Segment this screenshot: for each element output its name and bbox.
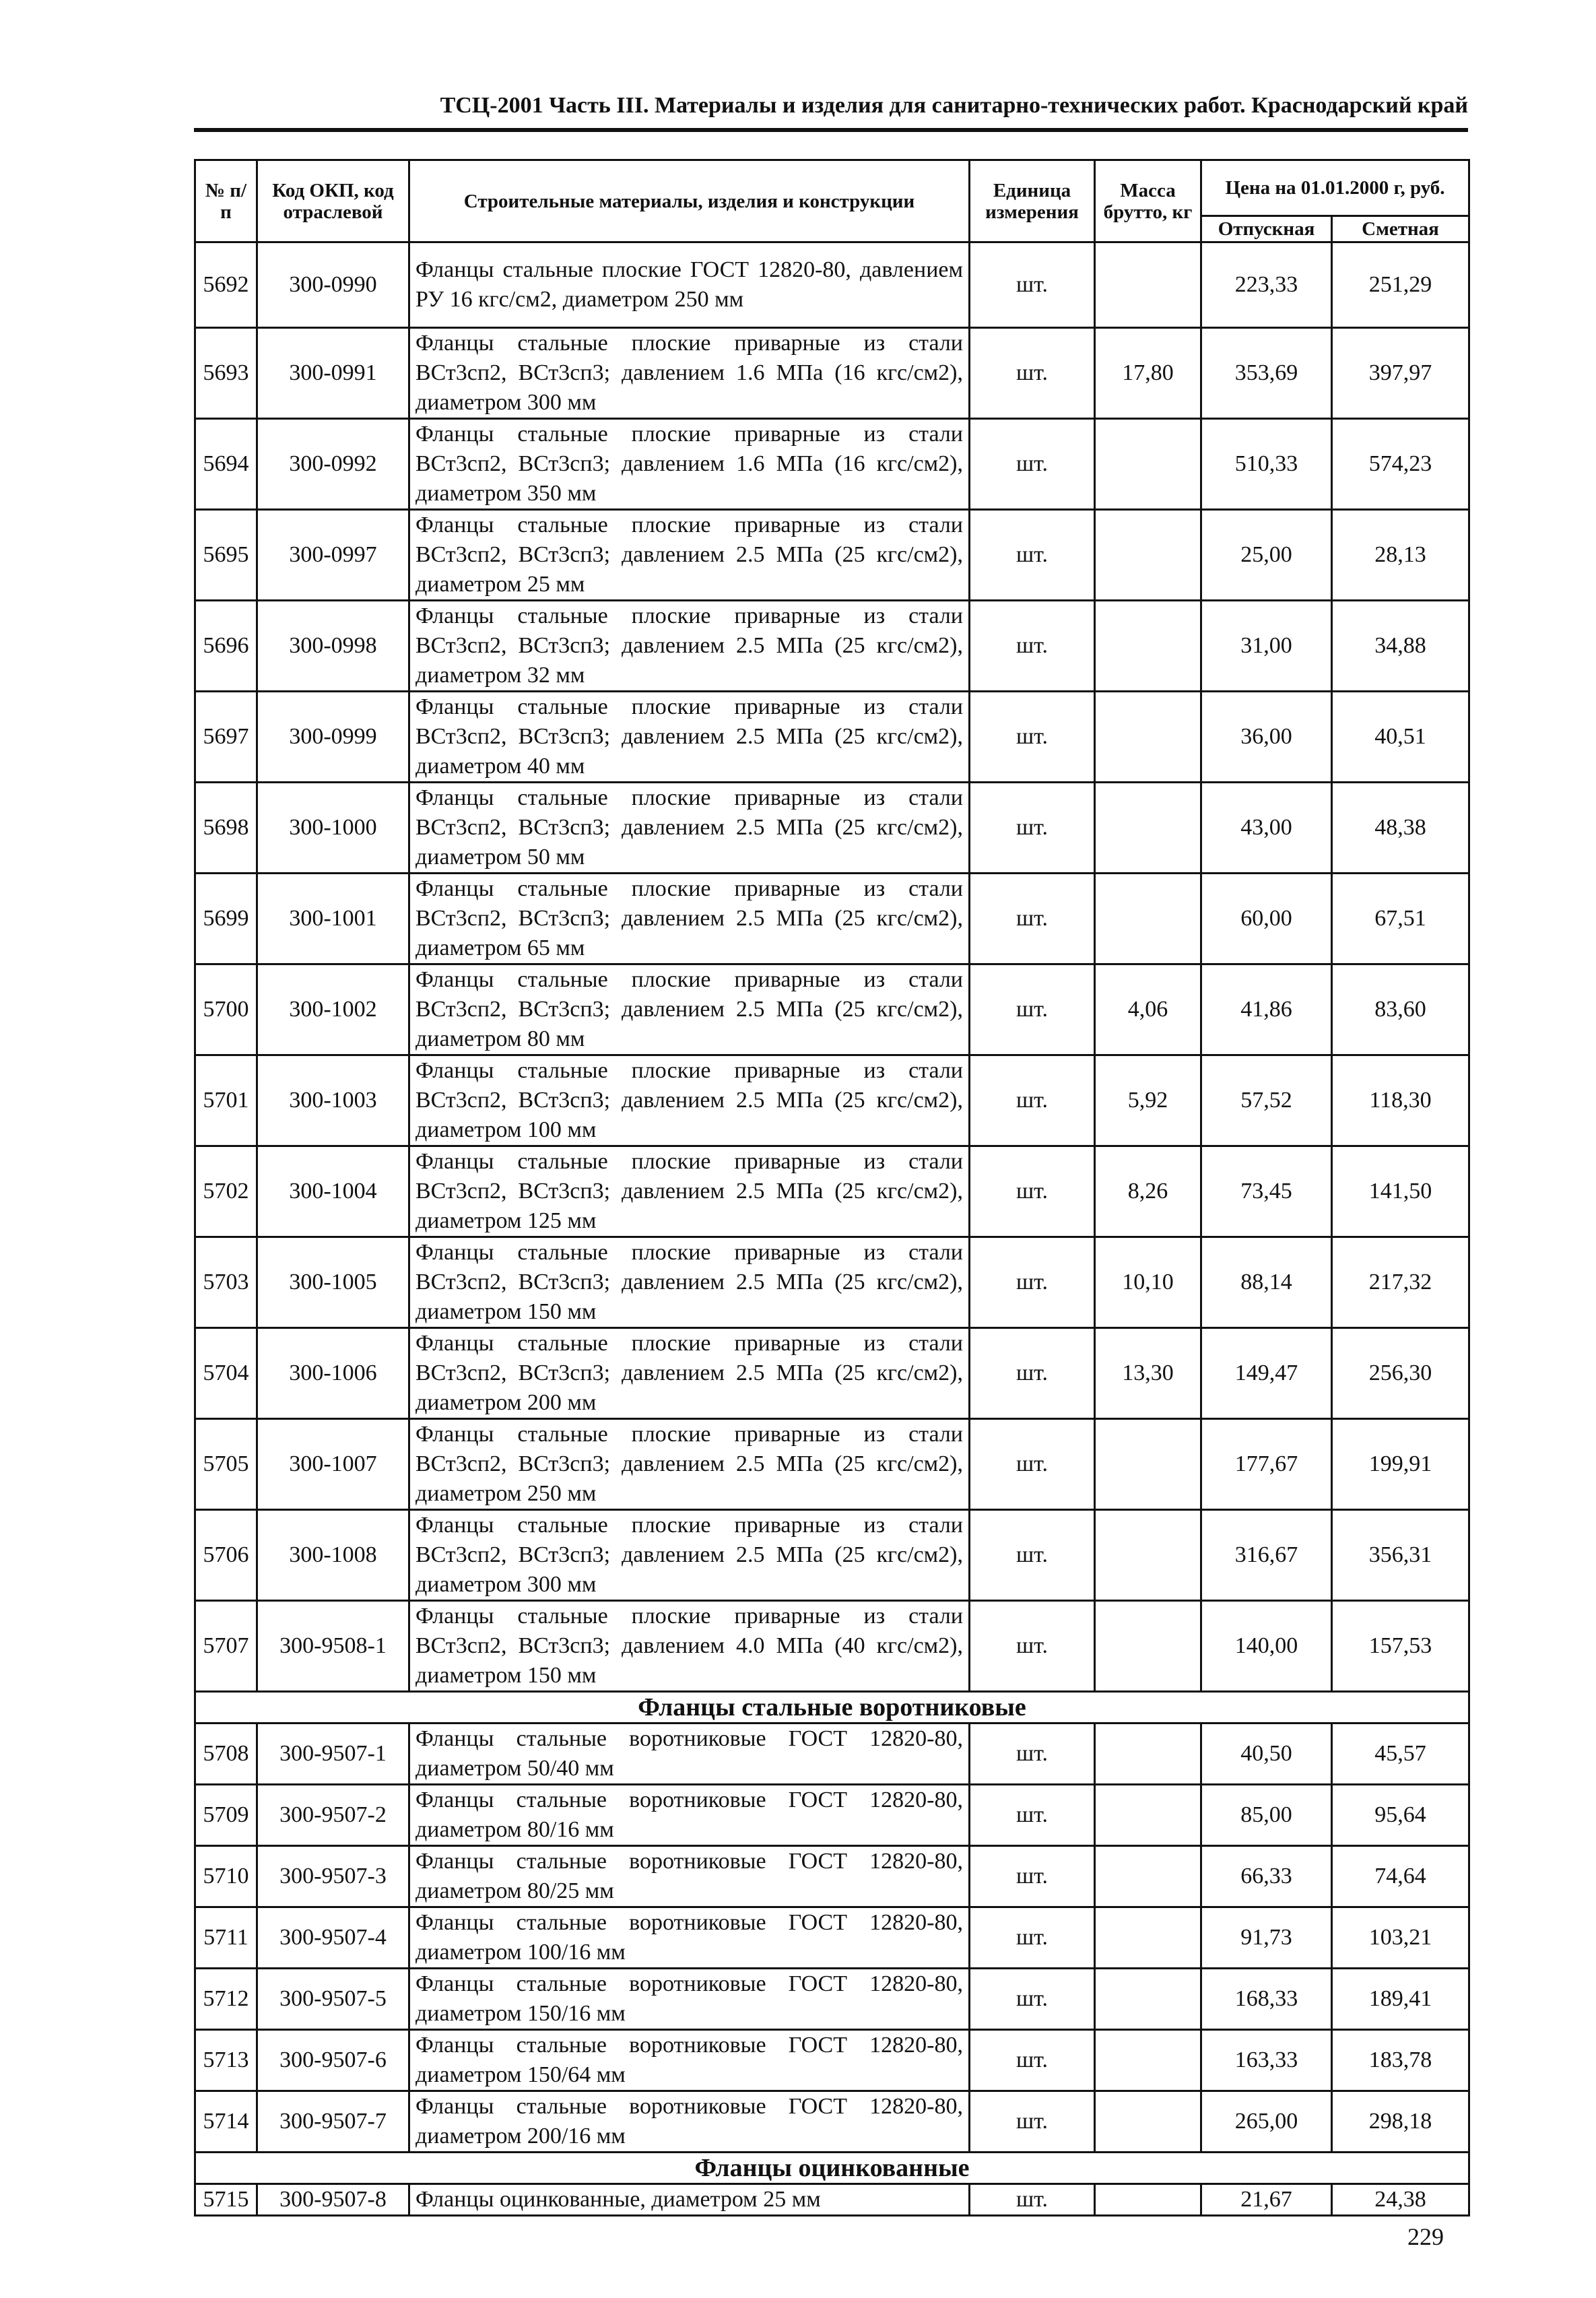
material-name: Фланцы стальные плоские приварные из стали ВСт3сп2, ВСт3сп3; давлением 2.5 МПа (25 кгс/см2), диаметром 125 мм: [409, 1146, 970, 1237]
release-price: 25,00: [1201, 510, 1332, 601]
release-price: 85,00: [1201, 1785, 1332, 1846]
gross-mass: [1095, 692, 1201, 783]
release-price: 91,73: [1201, 1907, 1332, 1969]
row-number: 5715: [195, 2184, 257, 2216]
estimate-price: 83,60: [1332, 964, 1469, 1055]
gross-mass: [1095, 1969, 1201, 2030]
table-row: [195, 1328, 1469, 1419]
header-rule: [194, 128, 1468, 132]
row-number: 5698: [195, 783, 257, 874]
release-price: 57,52: [1201, 1055, 1332, 1146]
rows-collar-flanges: [195, 1724, 1469, 2153]
col-header-unit: Единица измерения: [970, 160, 1095, 242]
unit: шт.: [970, 242, 1095, 328]
material-name: Фланцы стальные плоские приварные из стали ВСт3сп2, ВСт3сп3; давлением 2.5 МПа (25 кгс/см2), диаметром 300 мм: [409, 1510, 970, 1601]
material-name: Фланцы стальные воротниковые ГОСТ 12820-80, диаметром 100/16 мм: [409, 1907, 970, 1969]
estimate-price: 95,64: [1332, 1785, 1469, 1846]
estimate-price: 28,13: [1332, 510, 1469, 601]
table-row: [195, 1969, 1469, 2030]
material-name: Фланцы стальные плоские приварные из стали ВСт3сп2, ВСт3сп3; давлением 2.5 МПа (25 кгс/см2), диаметром 250 мм: [409, 1419, 970, 1510]
table-row: [195, 964, 1469, 1055]
gross-mass: [1095, 601, 1201, 692]
row-number: 5705: [195, 1419, 257, 1510]
gross-mass: [1095, 1419, 1201, 1510]
okp-code: 300-9507-3: [257, 1846, 409, 1907]
unit: шт.: [970, 1237, 1095, 1328]
table-row: [195, 1846, 1469, 1907]
rows-plain-flanges: [195, 242, 1469, 1692]
table-row: [195, 783, 1469, 874]
okp-code: 300-1003: [257, 1055, 409, 1146]
okp-code: 300-1000: [257, 783, 409, 874]
release-price: 140,00: [1201, 1601, 1332, 1692]
unit: шт.: [970, 1969, 1095, 2030]
release-price: 223,33: [1201, 242, 1332, 328]
estimate-price: 74,64: [1332, 1846, 1469, 1907]
release-price: 66,33: [1201, 1846, 1332, 1907]
okp-code: 300-0992: [257, 419, 409, 510]
section-title-collar: Фланцы стальные воротниковые: [195, 1692, 1469, 1724]
col-header-estimate: Сметная: [1332, 216, 1469, 242]
release-price: 60,00: [1201, 874, 1332, 964]
unit: шт.: [970, 1510, 1095, 1601]
table-row: [195, 1419, 1469, 1510]
material-name: Фланцы стальные плоские приварные из стали ВСт3сп2, ВСт3сп3; давлением 1.6 МПа (16 кгс/см2), диаметром 350 мм: [409, 419, 970, 510]
okp-code: 300-1001: [257, 874, 409, 964]
col-header-code: Код ОКП, код отраслевой: [257, 160, 409, 242]
estimate-price: 67,51: [1332, 874, 1469, 964]
row-number: 5701: [195, 1055, 257, 1146]
estimate-price: 157,53: [1332, 1601, 1469, 1692]
okp-code: 300-9508-1: [257, 1601, 409, 1692]
gross-mass: [1095, 242, 1201, 328]
release-price: 73,45: [1201, 1146, 1332, 1237]
estimate-price: 183,78: [1332, 2030, 1469, 2091]
row-number: 5694: [195, 419, 257, 510]
row-number: 5707: [195, 1601, 257, 1692]
material-name: Фланцы стальные плоские приварные из стали ВСт3сп2, ВСт3сп3; давлением 2.5 МПа (25 кгс/см2), диаметром 40 мм: [409, 692, 970, 783]
table-row: [195, 601, 1469, 692]
okp-code: 300-0997: [257, 510, 409, 601]
page-number: 229: [1407, 2223, 1444, 2250]
row-number: 5712: [195, 1969, 257, 2030]
gross-mass: [1095, 1907, 1201, 1969]
okp-code: 300-9507-8: [257, 2184, 409, 2216]
gross-mass: 4,06: [1095, 964, 1201, 1055]
release-price: 168,33: [1201, 1969, 1332, 2030]
estimate-price: 45,57: [1332, 1724, 1469, 1785]
table-row: [195, 510, 1469, 601]
col-header-mass: Масса брутто, кг: [1095, 160, 1201, 242]
estimate-price: 40,51: [1332, 692, 1469, 783]
material-name: Фланцы стальные плоские приварные из стали ВСт3сп2, ВСт3сп3; давлением 2.5 МПа (25 кгс/см2), диаметром 200 мм: [409, 1328, 970, 1419]
row-number: 5709: [195, 1785, 257, 1846]
okp-code: 300-1008: [257, 1510, 409, 1601]
unit: шт.: [970, 601, 1095, 692]
release-price: 149,47: [1201, 1328, 1332, 1419]
row-number: 5710: [195, 1846, 257, 1907]
gross-mass: 17,80: [1095, 328, 1201, 419]
unit: шт.: [970, 874, 1095, 964]
gross-mass: 5,92: [1095, 1055, 1201, 1146]
unit: шт.: [970, 1785, 1095, 1846]
unit: шт.: [970, 1419, 1095, 1510]
table-row: [195, 1601, 1469, 1692]
estimate-price: 356,31: [1332, 1510, 1469, 1601]
estimate-price: 397,97: [1332, 328, 1469, 419]
estimate-price: 48,38: [1332, 783, 1469, 874]
row-number: 5703: [195, 1237, 257, 1328]
gross-mass: [1095, 1846, 1201, 1907]
gross-mass: [1095, 874, 1201, 964]
table-row: [195, 692, 1469, 783]
gross-mass: [1095, 1724, 1201, 1785]
col-header-release: Отпускная: [1201, 216, 1332, 242]
gross-mass: [1095, 1785, 1201, 1846]
page-header: ТСЦ-2001 Часть III. Материалы и изделия для санитарно-технических работ. Краснодарский край: [440, 93, 1468, 118]
row-number: 5700: [195, 964, 257, 1055]
material-name: Фланцы стальные воротниковые ГОСТ 12820-80, диаметром 80/16 мм: [409, 1785, 970, 1846]
unit: шт.: [970, 1907, 1095, 1969]
unit: шт.: [970, 510, 1095, 601]
table-row: [195, 1724, 1469, 1785]
row-number: 5699: [195, 874, 257, 964]
unit: шт.: [970, 328, 1095, 419]
unit: шт.: [970, 2091, 1095, 2153]
table-row: [195, 2091, 1469, 2153]
okp-code: 300-9507-1: [257, 1724, 409, 1785]
material-name: Фланцы стальные плоские приварные из стали ВСт3сп2, ВСт3сп3; давлением 2.5 МПа (25 кгс/см2), диаметром 80 мм: [409, 964, 970, 1055]
unit: шт.: [970, 1601, 1095, 1692]
estimate-price: 103,21: [1332, 1907, 1469, 1969]
gross-mass: [1095, 2184, 1201, 2216]
release-price: 43,00: [1201, 783, 1332, 874]
section-title-galvanized: Фланцы оцинкованные: [195, 2153, 1469, 2184]
unit: шт.: [970, 2184, 1095, 2216]
estimate-price: 251,29: [1332, 242, 1469, 328]
material-name: Фланцы стальные плоские приварные из стали ВСт3сп2, ВСт3сп3; давлением 2.5 МПа (25 кгс/см2), диаметром 25 мм: [409, 510, 970, 601]
unit: шт.: [970, 692, 1095, 783]
unit: шт.: [970, 419, 1095, 510]
gross-mass: [1095, 2091, 1201, 2153]
table-row: [195, 328, 1469, 419]
release-price: 510,33: [1201, 419, 1332, 510]
okp-code: 300-9507-5: [257, 1969, 409, 2030]
table-row: [195, 1785, 1469, 1846]
row-number: 5704: [195, 1328, 257, 1419]
material-name: Фланцы стальные воротниковые ГОСТ 12820-80, диаметром 80/25 мм: [409, 1846, 970, 1907]
okp-code: 300-0998: [257, 601, 409, 692]
estimate-price: 141,50: [1332, 1146, 1469, 1237]
release-price: 163,33: [1201, 2030, 1332, 2091]
release-price: 88,14: [1201, 1237, 1332, 1328]
unit: шт.: [970, 964, 1095, 1055]
unit: шт.: [970, 783, 1095, 874]
release-price: 177,67: [1201, 1419, 1332, 1510]
gross-mass: [1095, 2030, 1201, 2091]
material-name: Фланцы стальные воротниковые ГОСТ 12820-80, диаметром 200/16 мм: [409, 2091, 970, 2153]
gross-mass: 8,26: [1095, 1146, 1201, 1237]
release-price: 40,50: [1201, 1724, 1332, 1785]
okp-code: 300-9507-2: [257, 1785, 409, 1846]
table-row: [195, 242, 1469, 328]
table-row: [195, 1907, 1469, 1969]
estimate-price: 217,32: [1332, 1237, 1469, 1328]
row-number: 5713: [195, 2030, 257, 2091]
table-row: [195, 2030, 1469, 2091]
material-name: Фланцы стальные плоские приварные из стали ВСт3сп2, ВСт3сп3; давлением 2.5 МПа (25 кгс/см2), диаметром 50 мм: [409, 783, 970, 874]
rows-galvanized-flanges: [195, 2184, 1469, 2216]
estimate-price: 199,91: [1332, 1419, 1469, 1510]
release-price: 353,69: [1201, 328, 1332, 419]
okp-code: 300-0990: [257, 242, 409, 328]
material-name: Фланцы стальные воротниковые ГОСТ 12820-80, диаметром 50/40 мм: [409, 1724, 970, 1785]
okp-code: 300-9507-4: [257, 1907, 409, 1969]
row-number: 5693: [195, 328, 257, 419]
row-number: 5695: [195, 510, 257, 601]
material-name: Фланцы стальные плоские приварные из стали ВСт3сп2, ВСт3сп3; давлением 4.0 МПа (40 кгс/см2), диаметром 150 мм: [409, 1601, 970, 1692]
row-number: 5708: [195, 1724, 257, 1785]
estimate-price: 118,30: [1332, 1055, 1469, 1146]
material-name: Фланцы стальные плоские приварные из стали ВСт3сп2, ВСт3сп3; давлением 2.5 МПа (25 кгс/см2), диаметром 100 мм: [409, 1055, 970, 1146]
unit: шт.: [970, 2030, 1095, 2091]
okp-code: 300-1007: [257, 1419, 409, 1510]
release-price: 21,67: [1201, 2184, 1332, 2216]
okp-code: 300-1006: [257, 1328, 409, 1419]
unit: шт.: [970, 1055, 1095, 1146]
unit: шт.: [970, 1328, 1095, 1419]
material-name: Фланцы стальные плоские приварные из стали ВСт3сп2, ВСт3сп3; давлением 1.6 МПа (16 кгс/см2), диаметром 300 мм: [409, 328, 970, 419]
row-number: 5696: [195, 601, 257, 692]
material-name: Фланцы оцинкованные, диаметром 25 мм: [409, 2184, 970, 2216]
material-name: Фланцы стальные плоские приварные из стали ВСт3сп2, ВСт3сп3; давлением 2.5 МПа (25 кгс/см2), диаметром 32 мм: [409, 601, 970, 692]
gross-mass: 10,10: [1095, 1237, 1201, 1328]
gross-mass: [1095, 419, 1201, 510]
row-number: 5711: [195, 1907, 257, 1969]
release-price: 316,67: [1201, 1510, 1332, 1601]
estimate-price: 24,38: [1332, 2184, 1469, 2216]
gross-mass: [1095, 783, 1201, 874]
gross-mass: [1095, 1601, 1201, 1692]
table-row: [195, 1510, 1469, 1601]
table-row: [195, 1055, 1469, 1146]
col-header-price: Цена на 01.01.2000 г, руб.: [1201, 160, 1469, 216]
table-row: [195, 874, 1469, 964]
material-name: Фланцы стальные плоские приварные из стали ВСт3сп2, ВСт3сп3; давлением 2.5 МПа (25 кгс/см2), диаметром 65 мм: [409, 874, 970, 964]
release-price: 265,00: [1201, 2091, 1332, 2153]
row-number: 5714: [195, 2091, 257, 2153]
table-row: [195, 1146, 1469, 1237]
estimate-price: 189,41: [1332, 1969, 1469, 2030]
okp-code: 300-9507-7: [257, 2091, 409, 2153]
row-number: 5692: [195, 242, 257, 328]
gross-mass: [1095, 1510, 1201, 1601]
table-row: [195, 1237, 1469, 1328]
col-header-num: № п/п: [195, 160, 257, 242]
table-row: [195, 419, 1469, 510]
material-name: Фланцы стальные плоские ГОСТ 12820-80, давлением РУ 16 кгс/см2, диаметром 250 мм: [409, 242, 970, 328]
okp-code: 300-1005: [257, 1237, 409, 1328]
material-name: Фланцы стальные воротниковые ГОСТ 12820-80, диаметром 150/64 мм: [409, 2030, 970, 2091]
release-price: 36,00: [1201, 692, 1332, 783]
unit: шт.: [970, 1724, 1095, 1785]
col-header-name: Строительные материалы, изделия и конструкции: [409, 160, 970, 242]
okp-code: 300-0999: [257, 692, 409, 783]
table-row: [195, 2184, 1469, 2216]
okp-code: 300-1004: [257, 1146, 409, 1237]
row-number: 5702: [195, 1146, 257, 1237]
release-price: 41,86: [1201, 964, 1332, 1055]
row-number: 5697: [195, 692, 257, 783]
okp-code: 300-0991: [257, 328, 409, 419]
material-name: Фланцы стальные плоские приварные из стали ВСт3сп2, ВСт3сп3; давлением 2.5 МПа (25 кгс/см2), диаметром 150 мм: [409, 1237, 970, 1328]
estimate-price: 574,23: [1332, 419, 1469, 510]
row-number: 5706: [195, 1510, 257, 1601]
material-name: Фланцы стальные воротниковые ГОСТ 12820-80, диаметром 150/16 мм: [409, 1969, 970, 2030]
price-table: [194, 159, 1470, 2217]
release-price: 31,00: [1201, 601, 1332, 692]
gross-mass: 13,30: [1095, 1328, 1201, 1419]
okp-code: 300-1002: [257, 964, 409, 1055]
unit: шт.: [970, 1846, 1095, 1907]
estimate-price: 34,88: [1332, 601, 1469, 692]
estimate-price: 256,30: [1332, 1328, 1469, 1419]
unit: шт.: [970, 1146, 1095, 1237]
gross-mass: [1095, 510, 1201, 601]
okp-code: 300-9507-6: [257, 2030, 409, 2091]
estimate-price: 298,18: [1332, 2091, 1469, 2153]
